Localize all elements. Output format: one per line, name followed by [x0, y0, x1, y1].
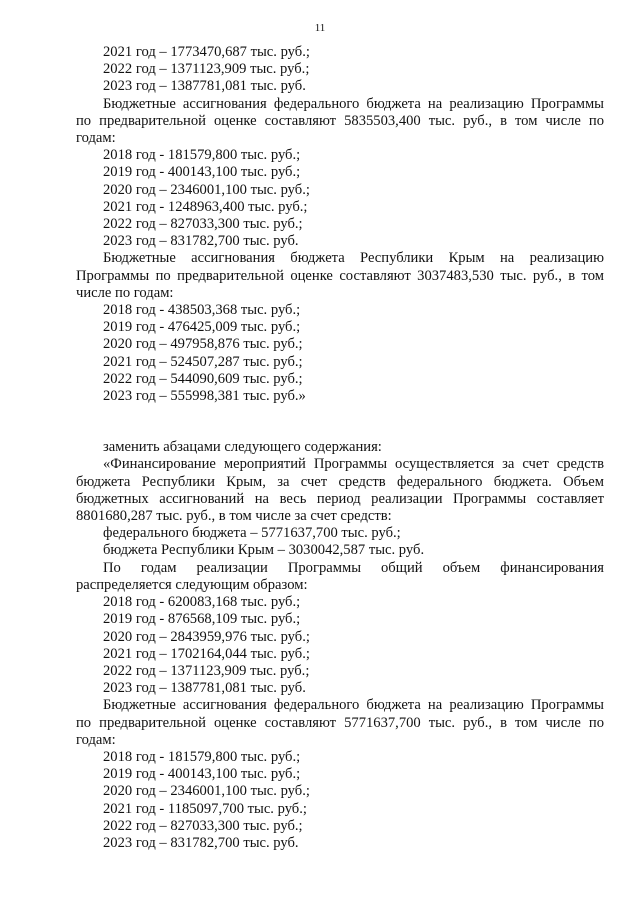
crimea-budget-line: бюджета Республики Крым – 3030042,587 тыс. руб.	[103, 542, 425, 559]
year-line: 2023 год – 555998,381 тыс. руб.»	[103, 388, 306, 405]
year-line: 2023 год – 831782,700 тыс. руб.	[103, 233, 299, 250]
year-line: 2021 год - 1185097,700 тыс. руб.;	[103, 800, 307, 817]
year-line: 2018 год - 620083,168 тыс. руб.;	[103, 594, 301, 611]
paragraph-line: по предварительной оценке составляют 5835503,400 тыс. руб., в том числе по	[76, 112, 604, 129]
year-line: 2022 год – 544090,609 тыс. руб.;	[103, 370, 303, 387]
page-number: 11	[314, 22, 326, 34]
year-line: 2022 год – 1371123,909 тыс. руб.;	[103, 662, 310, 679]
blank-line	[76, 422, 604, 439]
year-line: 2021 год – 524507,287 тыс. руб.;	[103, 353, 303, 370]
paragraph-line: бюджета Республики Крым, за счет средств федерального бюджета. Объем	[76, 473, 604, 490]
text-line: 2021 год – 1773470,687 тыс. руб.;	[103, 44, 310, 60]
year-line: 2019 год - 876568,109 тыс. руб.;	[103, 611, 301, 628]
paragraph-line: бюджетных ассигнований на весь период реализации Программы составляет	[76, 490, 604, 507]
year-line: 2020 год – 2346001,100 тыс. руб.;	[103, 181, 310, 198]
paragraph-line: «Финансирование мероприятий Программы осуществляется за счет средств	[103, 456, 604, 473]
year-line: 2022 год – 827033,300 тыс. руб.;	[103, 817, 303, 834]
federal-budget-line: федерального бюджета – 5771637,700 тыс. руб.;	[103, 525, 401, 542]
paragraph-line: Бюджетные ассигнования федерального бюджета на реализацию Программы	[103, 95, 604, 112]
paragraph-line: числе по годам:	[76, 284, 174, 301]
year-line: 2023 год – 1387781,081 тыс. руб.	[103, 680, 306, 697]
year-line: 2020 год – 497958,876 тыс. руб.;	[103, 336, 303, 353]
paragraph-line: по предварительной оценке составляют 5771637,700 тыс. руб., в том числе по	[76, 714, 604, 731]
text-line: 2022 год – 1371123,909 тыс. руб.;	[103, 61, 310, 78]
paragraph-line: По годам реализации Программы общий объем финансирования	[103, 559, 604, 576]
paragraph-line: распределяется следующим образом:	[76, 576, 308, 593]
year-line: 2020 год – 2346001,100 тыс. руб.;	[103, 783, 310, 800]
year-line: 2020 год – 2843959,976 тыс. руб.;	[103, 628, 310, 645]
year-line: 2019 год - 400143,100 тыс. руб.;	[103, 164, 301, 181]
paragraph-line: Бюджетные ассигнования бюджета Республики Крым на реализацию	[103, 250, 604, 267]
year-line: 2021 год - 1248963,400 тыс. руб.;	[103, 198, 308, 215]
year-line: 2018 год - 438503,368 тыс. руб.;	[103, 302, 301, 319]
paragraph-line: 8801680,287 тыс. руб., в том числе за счет средств:	[76, 508, 392, 525]
year-line: 2018 год - 181579,800 тыс. руб.;	[103, 748, 301, 765]
year-line: 2023 год – 831782,700 тыс. руб.	[103, 834, 299, 851]
text-line: 2023 год – 1387781,081 тыс. руб.	[103, 78, 306, 95]
replace-heading: заменить абзацами следующего содержания:	[103, 439, 382, 456]
year-line: 2019 год - 400143,100 тыс. руб.;	[103, 766, 301, 783]
paragraph-line: Бюджетные ассигнования федерального бюджета на реализацию Программы	[103, 697, 604, 714]
blank-line	[76, 405, 604, 422]
year-line: 2022 год – 827033,300 тыс. руб.;	[103, 216, 303, 233]
year-line: 2019 год - 476425,009 тыс. руб.;	[103, 319, 301, 336]
paragraph-line: годам:	[76, 130, 116, 147]
document-body	[76, 44, 604, 852]
year-line: 2018 год - 181579,800 тыс. руб.;	[103, 147, 301, 164]
year-line: 2021 год – 1702164,044 тыс. руб.;	[103, 645, 310, 662]
paragraph-line: Программы по предварительной оценке составляют 3037483,530 тыс. руб., в том	[76, 267, 604, 284]
paragraph-line: годам:	[76, 731, 116, 748]
